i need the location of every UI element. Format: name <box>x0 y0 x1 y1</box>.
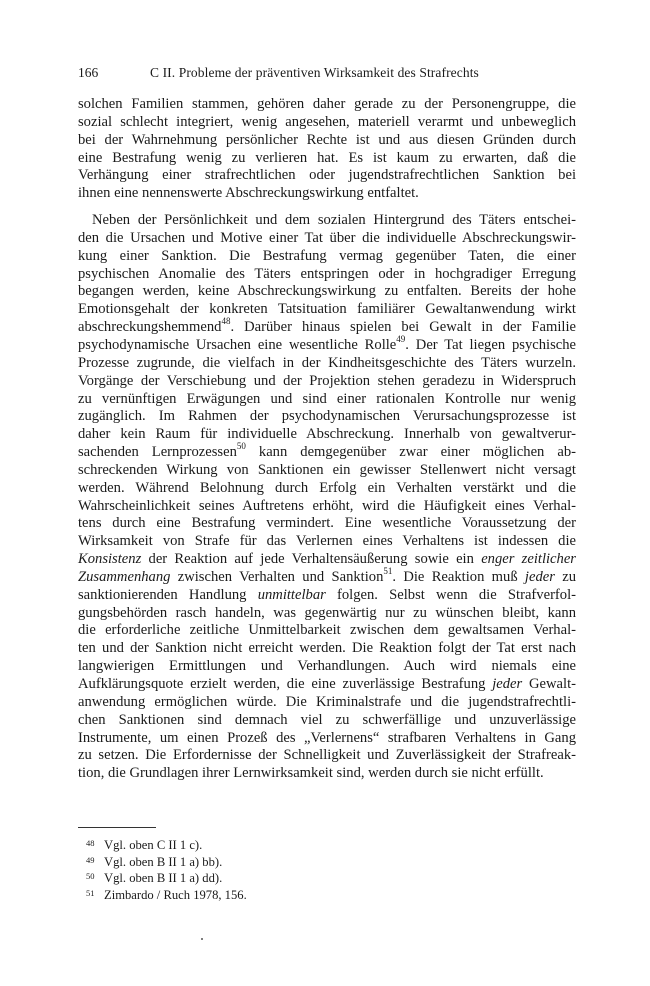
text-line: den die Ursachen und Motive einer Tat über die individuelle Abschreckungswir- <box>78 229 576 246</box>
paragraph-2 <box>78 212 576 783</box>
text-line: tens durch eine Bestrafung vermindert. Eine wesentliche Voraussetzung der <box>78 515 576 532</box>
text-line: anwendung ermöglichen würde. Die Kriminalstrafe und die jugendstrafrechtli- <box>78 693 576 710</box>
text-line: daher kein Raum für individuelle Abschreckung. Innerhalb von gewaltverur- <box>78 426 576 443</box>
text-line: langwierigen Ermittlungen und Verhandlungen. Auch wird niemals eine <box>78 658 576 675</box>
text-line: zu vernünftigen Erwägungen und sind einer rationalen Kontrolle nur wenig <box>78 390 576 407</box>
footnote-number: 51 <box>86 887 95 898</box>
footnote-number: 49 <box>86 854 95 865</box>
page-number: 166 <box>78 65 99 80</box>
page <box>78 64 576 783</box>
text-line: sachenden Lernprozessen$^{50}$ kann demgegenüber zwar einer möglichen ab- <box>78 441 577 461</box>
paragraph-1 <box>78 96 576 203</box>
text-line: abschreckungshemmend$^{48}$. Darüber hinaus spielen bei Gewalt in der Familie <box>78 316 576 336</box>
text-line: kung einer Sanktion. Die Bestrafung vermag gegenüber Taten, die einer <box>78 247 576 264</box>
text-line: ihnen eine nennenswerte Abschreckungswirkung entfaltet. <box>78 185 419 202</box>
footnote <box>86 837 576 854</box>
text-line: psychischen Anomalie des Täters entspringen oder in hochgradiger Erregung <box>78 265 576 282</box>
footnote-rule <box>78 827 156 828</box>
footnote-text: Vgl. oben C II 1 c). <box>104 838 203 852</box>
footnote <box>86 854 576 871</box>
text-line: chen Sanktionen sind demnach viel zu schwerfällige und unzuverlässige <box>78 711 576 728</box>
footnote-text: Vgl. oben B II 1 a) bb). <box>104 854 223 869</box>
footnote-text: Zimbardo / Ruch 1978, 156. <box>104 887 247 902</box>
print-speck <box>201 938 203 940</box>
text-line: ten und der Sanktion nicht erreicht werden. Die Reaktion folgt der Tat erst nach <box>78 640 576 657</box>
footnote <box>86 870 576 887</box>
text-line: psychodynamische Ursachen eine wesentliche Rolle$^{49}$. Der Tat liegen psychische <box>78 334 576 353</box>
text-line: Prozesse zugrunde, die vielfach in der Kindheitsgeschichte des Täters wurzeln. <box>78 354 576 371</box>
text-line: Emotionsgehalt der konkreten Tatsituation familiärer Gewaltanwendung wirkt <box>78 301 576 318</box>
text-line: sanktionierenden Handlung unmittelbar folgen. Selbst wenn die Strafverfol- <box>78 586 576 603</box>
text-line: tion, die Grundlagen ihrer Lernwirksamkeit sind, werden durch sie nicht erfüllt. <box>78 765 544 782</box>
footnote-number: 50 <box>86 871 95 881</box>
footnote-text: Vgl. oben B II 1 a) dd). <box>104 871 223 885</box>
text-line: gungsbehörden rasch handeln, was gegenwärtig nur zu wünschen bleibt, kann <box>78 604 576 621</box>
text-line: Wirksamkeit von Strafe für das Verlernen eines Verhaltens ist indessen die <box>78 533 576 550</box>
text-line: eine Bestrafung wenig zu verlieren hat. Es ist kaum zu erwarten, daß die <box>78 149 576 166</box>
text-line: zugänglich. Im Rahmen der psychodynamischen Verursachungsprozesse ist <box>78 408 576 425</box>
text-line: bei der Wahrnehmung persönlicher Rechte ist und aus diesen Gründen durch <box>78 131 576 148</box>
text-line: Aufklärungsquote erzielt werden, die eine zuverlässige Bestrafung jeder Gewalt- <box>78 676 577 692</box>
text-line: Wahrscheinlichkeit seines Auftretens erhöht, wird die Häufigkeit eines Verhal- <box>78 497 576 514</box>
footnote-number: 48 <box>86 838 95 848</box>
text-line: Vorgänge der Verschiebung und der Projektion stehen geradezu in Widerspruch <box>78 372 576 389</box>
text-line: werden. Während Belohnung durch Erfolg ein Verhalten verstärkt und die <box>78 479 576 496</box>
page-header <box>78 64 576 82</box>
text-line: solchen Familien stammen, gehören daher gerade zu der Personengruppe, die <box>78 96 576 112</box>
text-line: begangen werden, keine Abschreckungswirkung zu entfalten. Bereits der hohe <box>78 283 576 300</box>
body-text <box>78 96 576 783</box>
footnotes <box>86 837 576 903</box>
text-line: schreckenden Wirkung von Sanktionen ein gewisser Stellenwert nicht versagt <box>78 461 576 478</box>
text-line: Instrumente, um einen Prozeß des „Verlernens“ strafbaren Verhaltens in Gang <box>78 729 576 746</box>
text-line: Konsistenz der Reaktion auf jede Verhaltensäußerung sowie ein enger zeitlicher <box>78 551 576 568</box>
text-line: sozial schlecht integriert, wenig angesehen, materiell verarmt und unbeweglich <box>78 113 576 130</box>
footnote <box>86 887 576 904</box>
text-line: Neben der Persönlichkeit und dem sozialen Hintergrund des Täters entschei- <box>92 212 576 229</box>
text-line: die erforderliche zeitliche Unmittelbarkeit zwischen dem gewaltsamen Verhal- <box>78 622 576 639</box>
text-line: zu setzen. Die Erfordernisse der Schnelligkeit und Zuverlässigkeit der Strafreak- <box>78 747 576 764</box>
running-title: C II. Probleme der präventiven Wirksamkeit des Strafrechts <box>150 65 479 80</box>
text-line: Zusammenhang zwischen Verhalten und Sanktion$^{51}$. Die Reaktion muß jeder zu <box>78 566 576 585</box>
text-line: Verhängung einer strafrechtlichen oder jugendstrafrechtlichen Sanktion bei <box>78 167 576 184</box>
